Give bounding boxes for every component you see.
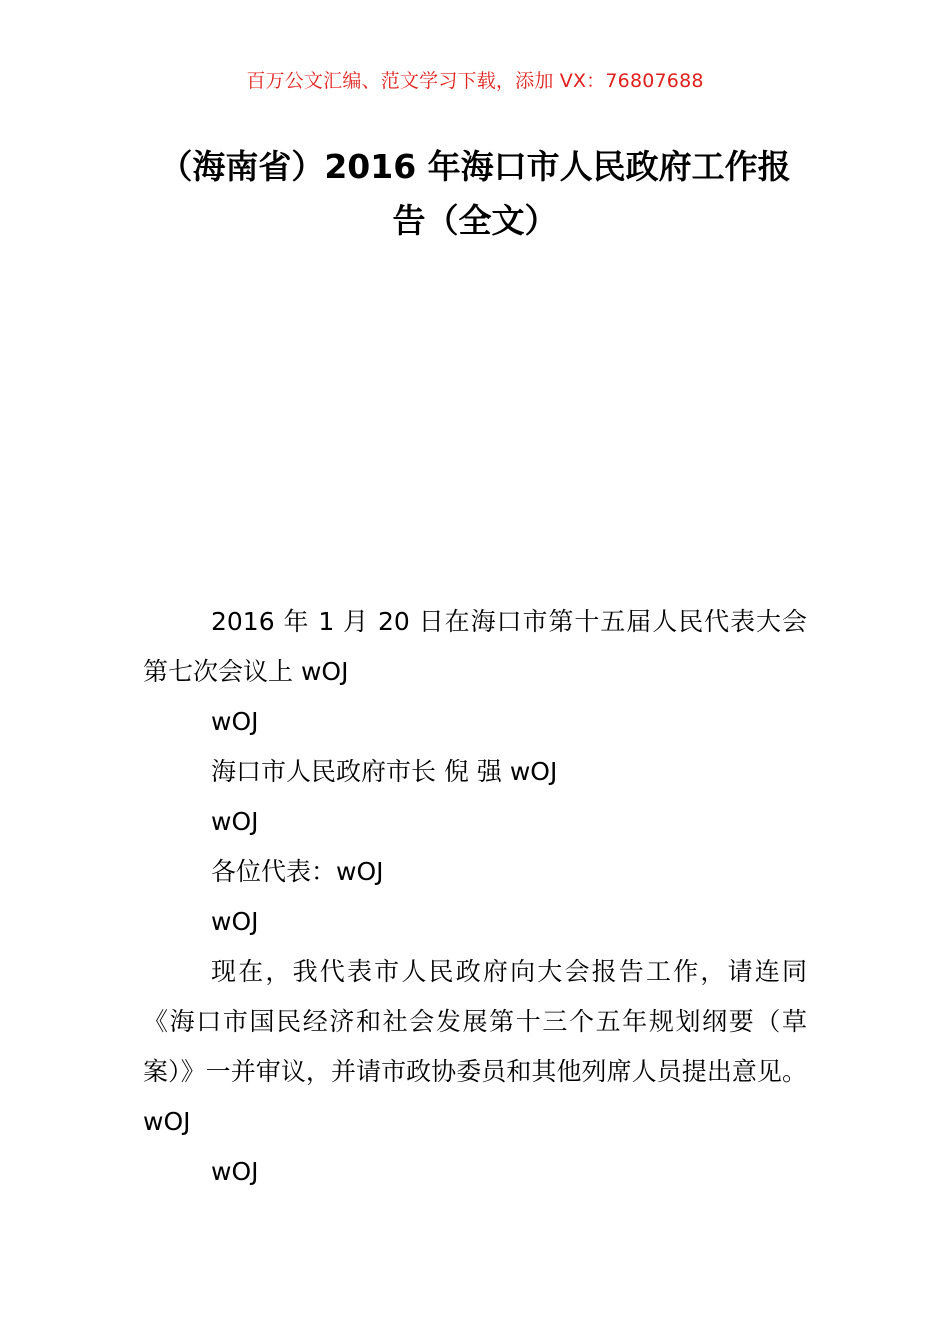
document-body: [143, 597, 807, 1197]
paragraph-salutation: 各位代表：wOJ: [211, 857, 384, 886]
paragraph-spacer: wOJ: [211, 907, 259, 936]
paragraph-spacer: wOJ: [211, 707, 259, 736]
paragraph-meeting-info: 2016 年 1 月 20 日在海口市第十五届人民代表大会第七次会议上 wOJ: [143, 607, 807, 686]
document-title: （海南省）2016 年海口市人民政府工作报告（全文）: [159, 147, 791, 240]
paragraph-opening: 现在，我代表市人民政府向大会报告工作，请连同《海口市国民经济和社会发展第十三个五年规划纲要（草案）》一并审议，并请市政协委员和其他列席人员提出意见。wOJ: [143, 957, 807, 1136]
paragraph-author: 海口市人民政府市长 倪 强 wOJ: [211, 757, 558, 786]
paragraph-spacer: wOJ: [211, 1157, 259, 1186]
header-note: 百万公文汇编、范文学习下载，添加 VX：76807688: [246, 70, 704, 92]
paragraph-spacer: wOJ: [211, 807, 259, 836]
